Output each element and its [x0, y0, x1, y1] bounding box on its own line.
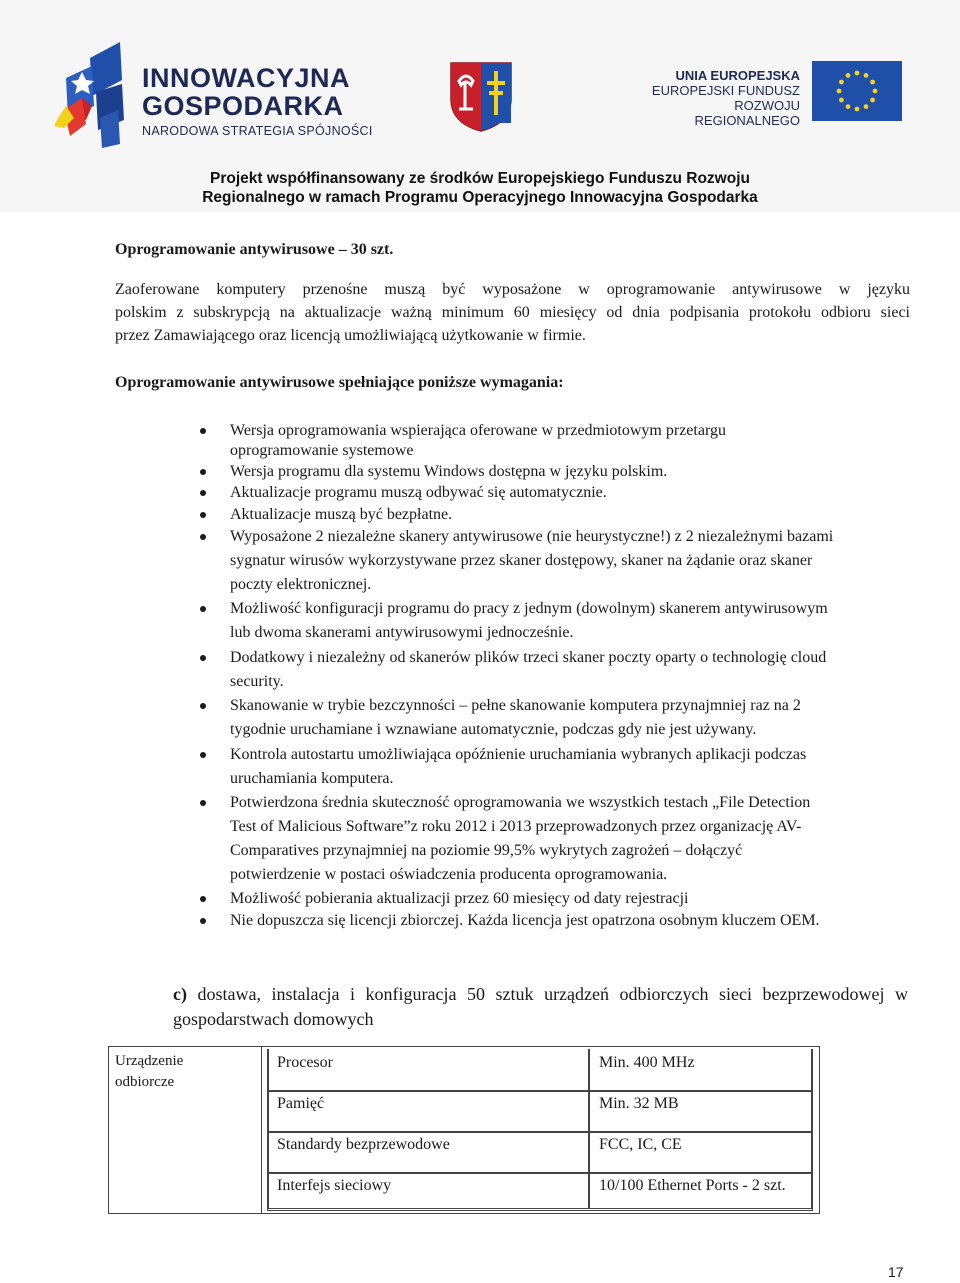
list-item-line: Wersja programu dla systemu Windows dostępna w języku polskim.	[230, 463, 668, 480]
bullet-icon	[200, 703, 206, 709]
list-item-line: security.	[230, 673, 284, 690]
list-item-line: Aktualizacje muszą być bezpłatne.	[230, 506, 453, 523]
bullet-icon	[200, 800, 206, 806]
bullet-icon	[200, 896, 206, 902]
table-row	[269, 1131, 811, 1174]
eu-text-block	[640, 68, 800, 128]
eu-line-2: EUROPEJSKI FUNDUSZ	[651, 83, 800, 98]
bullet-icon	[200, 918, 206, 924]
list-item-line: Comparatives przynajmniej na poziomie 99,5% wykrytych zagrożeń – dołączyć	[230, 842, 743, 859]
bullet-icon	[200, 490, 206, 496]
list-item-line: sygnatur wirusów wykorzystywane przez skaner dostępowy, skaner na żądanie oraz skaner	[230, 552, 813, 569]
eu-line-1: UNIA EUROPEJSKA	[675, 68, 800, 83]
intro-line-1: Zaoferowane komputery przenośne muszą być wyposażone w oprogramowanie antywirusowe w języku	[115, 281, 910, 298]
list-item-line: oprogramowanie systemowe	[230, 442, 414, 459]
spec-inner-table	[267, 1049, 813, 1211]
eu-flag-icon	[812, 61, 902, 121]
list-item-line: potwierdzenie w postaci oświadczenia producenta oprogramowania.	[230, 866, 668, 883]
list-item-line: Kontrola autostartu umożliwiająca opóźnienie uruchamiania wybranych aplikacji podczas	[230, 746, 807, 763]
intro-line-3: przez Zamawiającego oraz licencją umożliwiającą użytkowanie w firmie.	[115, 327, 586, 344]
list-item-line: Skanowanie w trybie bezczynności – pełne skanowanie komputera przynajmniej raz na 2	[230, 697, 801, 714]
list-item-line: poczty elektronicznej.	[230, 576, 372, 593]
bullet-icon	[200, 428, 206, 434]
list-item-line: Aktualizacje programu muszą odbywać się automatycznie.	[230, 484, 607, 501]
table-cell-key: Pamięć	[277, 1095, 325, 1112]
section-c-letter: c)	[173, 984, 187, 1004]
section-c-line-2: gospodarstwach domowych	[173, 1009, 374, 1029]
table-divider	[261, 1047, 262, 1213]
list-item-line: Możliwość konfiguracji programu do pracy z jednym (dowolnym) skanerem antywirusowym	[230, 600, 828, 617]
bullet-icon	[200, 752, 206, 758]
table-cell-value: 10/100 Ethernet Ports - 2 szt.	[599, 1177, 786, 1194]
requirements-heading: Oprogramowanie antywirusowe spełniające poniższe wymagania:	[115, 374, 564, 391]
eu-line-3: ROZWOJU REGIONALNEGO	[694, 98, 800, 128]
table-row	[269, 1172, 811, 1213]
list-item-line: Potwierdzona średnia skuteczność oprogramowania we wszystkich testach „File Detection	[230, 794, 811, 811]
logo-line-3: NARODOWA STRATEGIA SPÓJNOŚCI	[142, 124, 373, 138]
list-item-line: Wyposażone 2 niezależne skanery antywirusowe (nie heurystyczne!) z 2 niezależnymi bazami	[230, 528, 834, 545]
coat-of-arms-icon	[449, 61, 513, 133]
table-cell-key: Standardy bezprzewodowe	[277, 1136, 450, 1153]
innowacyjna-gospodarka-wordmark	[142, 64, 373, 140]
spec-label	[115, 1051, 183, 1093]
bullet-icon	[200, 534, 206, 540]
av-heading: Oprogramowanie antywirusowe – 30 szt.	[115, 241, 394, 258]
table-cell-key: Interfejs sieciowy	[277, 1177, 392, 1194]
table-cell-value: FCC, IC, CE	[599, 1136, 682, 1153]
project-line-2: Regionalnego w ramach Programu Operacyjnego Innowacyjna Gospodarka	[202, 189, 758, 206]
logo-line-2: GOSPODARKA	[142, 91, 344, 121]
spec-label-line-1: Urządzenie	[115, 1053, 184, 1069]
logo-line-1: INNOWACYJNA	[142, 63, 351, 93]
page-number: 17	[888, 1264, 904, 1280]
section-c-line-1	[173, 982, 908, 1006]
intro-line-2: polskim z subskrypcją na aktualizacje ważną minimum 60 miesięcy od dnia podpisania protokołu odbioru sieci	[115, 304, 910, 321]
table-row	[269, 1049, 811, 1092]
section-c-text: dostawa, instalacja i konfiguracja 50 sztuk urządzeń odbiorczych sieci bezprzewodowej w	[197, 984, 908, 1004]
list-item-line: Test of Malicious Software”z roku 2012 i 2013 przeprowadzonych przez organizację AV-	[230, 818, 802, 835]
list-item-line: uruchamiania komputera.	[230, 770, 394, 787]
list-item-line: lub dwoma skanerami antywirusowymi jednocześnie.	[230, 624, 574, 641]
bullet-icon	[200, 655, 206, 661]
spec-table	[108, 1046, 820, 1214]
list-item-line: Nie dopuszcza się licencji zbiorczej. Każda licencja jest opatrzona osobnym kluczem OEM.	[230, 912, 820, 929]
project-line-1: Projekt współfinansowany ze środków Europejskiego Funduszu Rozwoju	[210, 170, 750, 187]
table-cell-value: Min. 32 MB	[599, 1095, 679, 1112]
table-cell-value: Min. 400 MHz	[599, 1054, 695, 1071]
bullet-icon	[200, 606, 206, 612]
table-cell-key: Procesor	[277, 1054, 333, 1071]
list-item-line: tygodnie uruchamiane i wznawiane automatycznie, podczas gdy nie jest używany.	[230, 721, 757, 738]
list-item-line: Wersja oprogramowania wspierająca oferowane w przedmiotowym przetargu	[230, 422, 726, 439]
bullet-icon	[200, 469, 206, 475]
table-row	[269, 1090, 811, 1133]
list-item-line: Dodatkowy i niezależny od skanerów plików trzeci skaner poczty oparty o technologię cloud	[230, 649, 827, 666]
spec-label-line-2: odbiorcze	[115, 1074, 175, 1090]
bullet-icon	[200, 512, 206, 518]
page-header	[0, 0, 960, 212]
list-item-line: Możliwość pobierania aktualizacji przez 60 miesięcy od daty rejestracji	[230, 890, 689, 907]
